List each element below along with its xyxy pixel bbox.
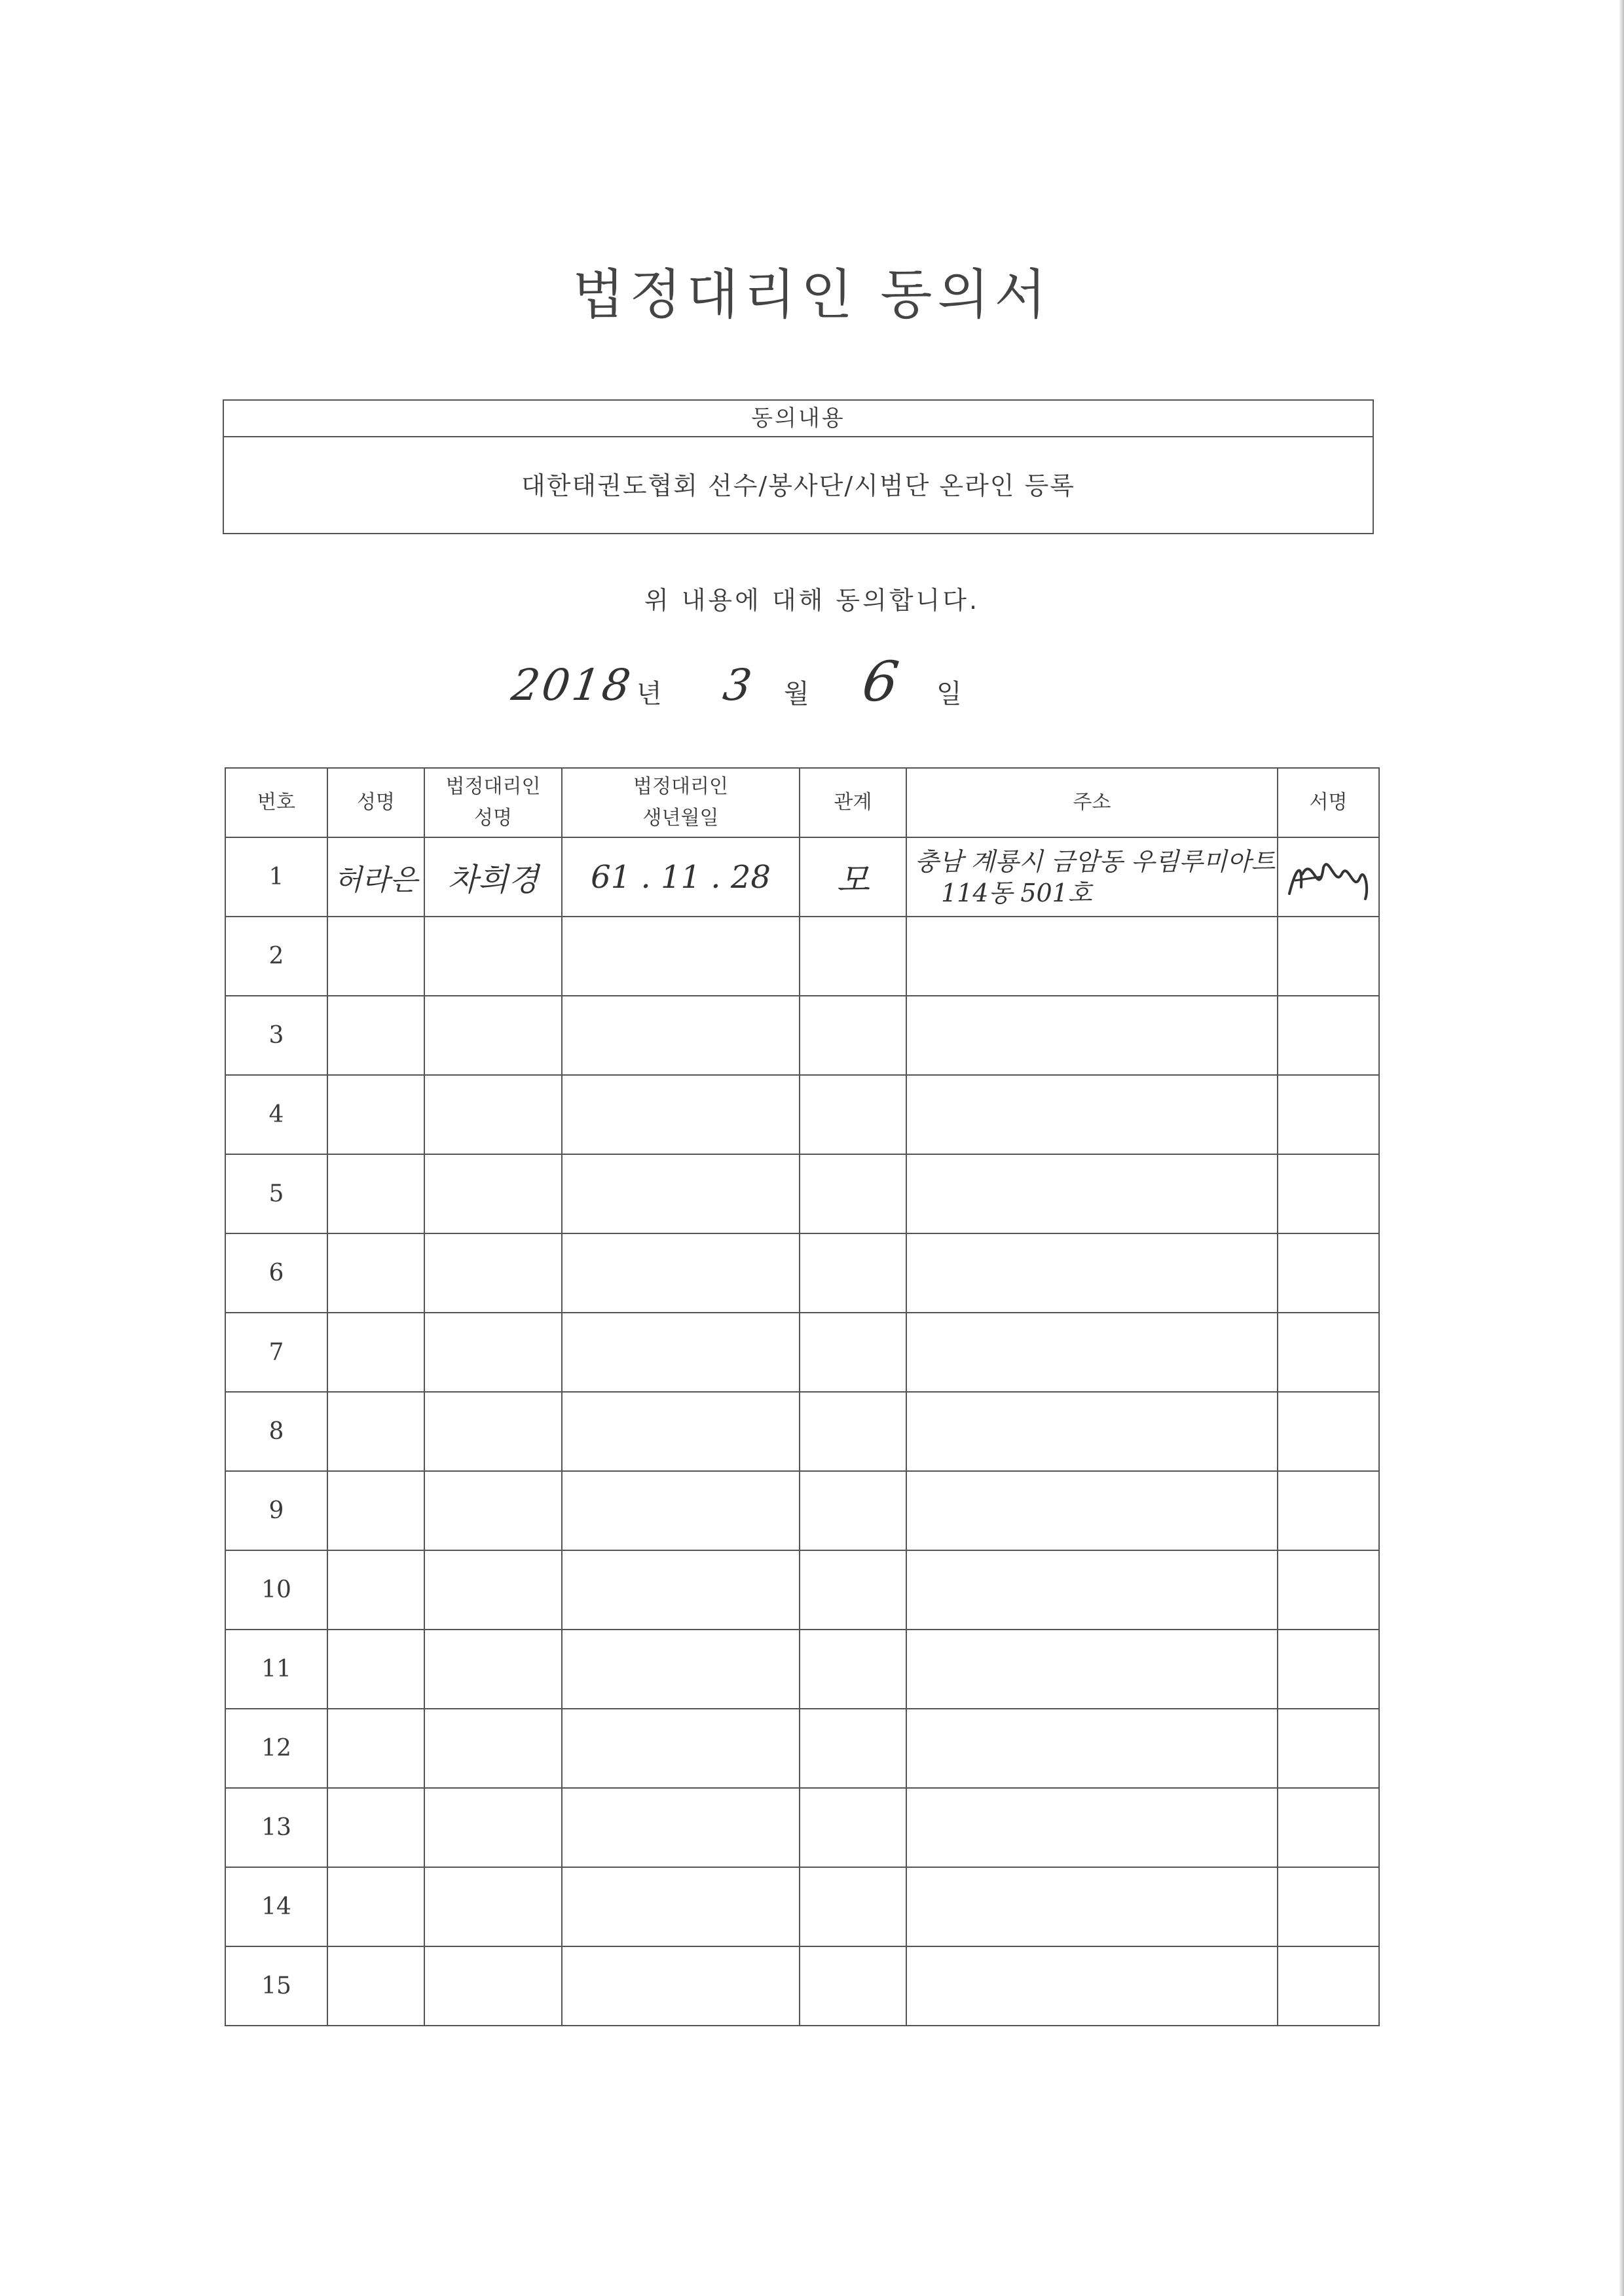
agreement-statement: 위 내용에 대해 동의합니다.	[644, 586, 980, 615]
registration-table	[225, 767, 1380, 2026]
consent-header: 동의내용	[224, 401, 1373, 437]
row-name: 허라은	[327, 837, 424, 917]
row-number: 5	[225, 1154, 327, 1233]
row-number: 15	[225, 1946, 327, 2026]
table-row	[225, 1313, 1379, 1392]
date-year-unit: 년	[637, 679, 662, 709]
row-address	[906, 837, 1278, 917]
table-row	[225, 917, 1379, 996]
row-number: 2	[225, 917, 327, 996]
date-year: 2018	[508, 660, 637, 710]
document-title: 법정대리인 동의서	[572, 264, 1052, 326]
row-number: 10	[225, 1550, 327, 1630]
table-row	[225, 1075, 1379, 1154]
row-number: 14	[225, 1867, 327, 1946]
row-number: 1	[225, 837, 327, 917]
rep-birth-line2: 생년월일	[642, 807, 719, 829]
col-header-signature: 서명	[1278, 768, 1379, 837]
col-header-rep-birth	[562, 768, 800, 837]
date-day-unit: 일	[936, 679, 962, 709]
row-relation: 모	[800, 837, 906, 917]
row-number: 8	[225, 1392, 327, 1471]
rep-name-line1: 법정대리인	[445, 775, 541, 798]
date-day: 6	[858, 649, 903, 714]
date-month: 3	[720, 660, 755, 710]
col-header-address: 주소	[906, 768, 1278, 837]
address-line2: 114동 501호	[941, 878, 1092, 907]
row-signature	[1278, 837, 1379, 917]
rep-name-line2: 성명	[474, 807, 512, 829]
col-header-no: 번호	[225, 768, 327, 837]
table-header-row	[225, 768, 1379, 837]
row-number: 11	[225, 1630, 327, 1709]
row-number: 3	[225, 996, 327, 1075]
table-row	[225, 1550, 1379, 1630]
row-rep-name: 차희경	[424, 837, 562, 917]
table-row	[225, 837, 1379, 917]
table-row	[225, 1946, 1379, 2026]
date-month-unit: 월	[784, 679, 809, 709]
table-row	[225, 1709, 1379, 1788]
table-row	[225, 996, 1379, 1075]
col-header-rep-name	[424, 768, 562, 837]
row-rep-birth: 61 . 11 . 28	[562, 837, 800, 917]
table-row	[225, 1233, 1379, 1313]
date-line	[0, 649, 1624, 727]
page-edge-shadow	[1619, 0, 1624, 2296]
rep-birth-line1: 법정대리인	[633, 775, 728, 798]
consent-body: 대한태권도협회 선수/봉사단/시범단 온라인 등록	[521, 471, 1075, 500]
row-number: 13	[225, 1788, 327, 1867]
table-row	[225, 1154, 1379, 1233]
table-row	[225, 1788, 1379, 1867]
row-number: 9	[225, 1471, 327, 1550]
table-row	[225, 1630, 1379, 1709]
col-header-name: 성명	[327, 768, 424, 837]
address-line1: 충남 계룡시 금암동 우림루미아트	[915, 847, 1276, 876]
row-number: 7	[225, 1313, 327, 1392]
row-number: 6	[225, 1233, 327, 1313]
row-number: 12	[225, 1709, 327, 1788]
consent-box	[223, 399, 1374, 534]
col-header-relation: 관계	[800, 768, 906, 837]
table-row	[225, 1471, 1379, 1550]
table-row	[225, 1867, 1379, 1946]
row-number: 4	[225, 1075, 327, 1154]
signature-scribble-icon	[1283, 848, 1375, 907]
table-row	[225, 1392, 1379, 1471]
